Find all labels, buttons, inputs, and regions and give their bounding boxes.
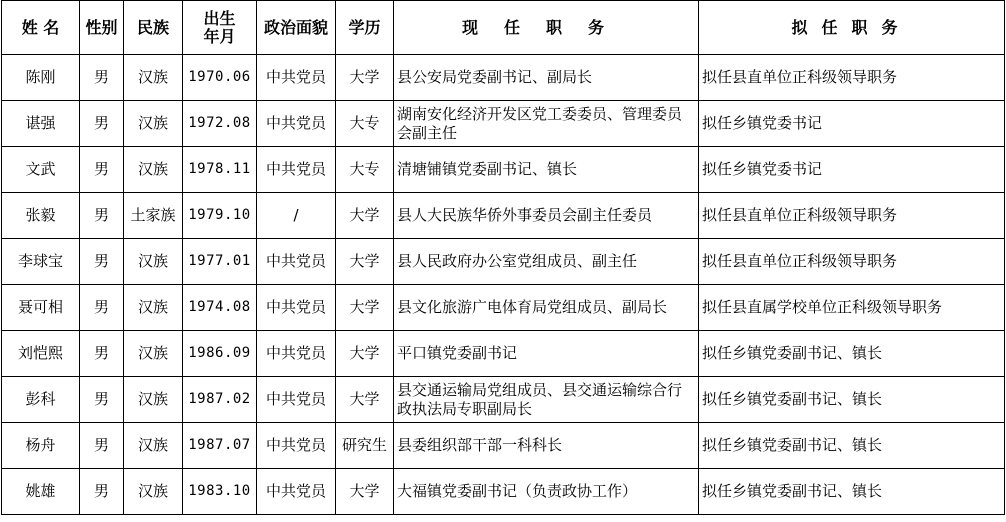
cell-current-position: 县人民政府办公室党组成员、副主任 [394, 239, 699, 285]
cell-proposed-position: 拟任乡镇党委副书记、镇长 [699, 423, 1005, 469]
cell-current-position: 大福镇党委副书记（负责政协工作） [394, 469, 699, 515]
cell-political-status: / [257, 193, 336, 239]
cell-birth: 1986.09 [183, 331, 257, 377]
cell-gender: 男 [80, 423, 124, 469]
cell-gender: 男 [80, 239, 124, 285]
cell-political-status: 中共党员 [257, 469, 336, 515]
cell-proposed-position: 拟任乡镇党委副书记、镇长 [699, 377, 1005, 423]
cell-current-position: 湖南安化经济开发区党工委委员、管理委员会副主任 [394, 101, 699, 147]
cell-birth: 1983.10 [183, 469, 257, 515]
cell-current-position: 县人大民族华侨外事委员会副主任委员 [394, 193, 699, 239]
cell-education: 大专 [336, 101, 394, 147]
cell-gender: 男 [80, 285, 124, 331]
header-political-status: 政治面貌 [257, 1, 336, 55]
cell-gender: 男 [80, 331, 124, 377]
cell-ethnicity: 汉族 [124, 377, 183, 423]
cell-education: 大学 [336, 469, 394, 515]
cell-birth: 1977.01 [183, 239, 257, 285]
cell-political-status: 中共党员 [257, 285, 336, 331]
header-birth-line2: 年月 [203, 26, 236, 46]
header-name: 姓 名 [2, 1, 80, 55]
cell-name: 文武 [2, 147, 80, 193]
cell-gender: 男 [80, 101, 124, 147]
cell-name: 陈刚 [2, 55, 80, 101]
table-row [2, 55, 1005, 101]
cell-birth: 1970.06 [183, 55, 257, 101]
cell-political-status: 中共党员 [257, 331, 336, 377]
cell-current-position: 县委组织部干部一科科长 [394, 423, 699, 469]
cell-birth: 1987.02 [183, 377, 257, 423]
table-row [2, 101, 1005, 147]
table-row [2, 331, 1005, 377]
cell-political-status: 中共党员 [257, 423, 336, 469]
cell-ethnicity: 汉族 [124, 285, 183, 331]
cell-birth: 1974.08 [183, 285, 257, 331]
cell-ethnicity: 汉族 [124, 55, 183, 101]
cell-birth: 1972.08 [183, 101, 257, 147]
header-gender: 性别 [80, 1, 124, 55]
header-birth-line1: 出生 [203, 8, 236, 28]
cell-name: 聂可相 [2, 285, 80, 331]
table-row [2, 469, 1005, 515]
table-row [2, 193, 1005, 239]
cell-political-status: 中共党员 [257, 239, 336, 285]
cell-name: 杨舟 [2, 423, 80, 469]
appointment-table [1, 0, 1005, 515]
header-birth [183, 1, 257, 55]
cell-name: 李球宝 [2, 239, 80, 285]
cell-proposed-position: 拟任县直单位正科级领导职务 [699, 193, 1005, 239]
cell-education: 大专 [336, 147, 394, 193]
cell-birth: 1978.11 [183, 147, 257, 193]
cell-name: 张毅 [2, 193, 80, 239]
cell-proposed-position: 拟任乡镇党委副书记、镇长 [699, 331, 1005, 377]
cell-proposed-position: 拟任县直属学校单位正科级领导职务 [699, 285, 1005, 331]
header-education: 学历 [336, 1, 394, 55]
cell-education: 大学 [336, 193, 394, 239]
cell-political-status: 中共党员 [257, 377, 336, 423]
cell-current-position: 县交通运输局党组成员、县交通运输综合行政执法局专职副局长 [394, 377, 699, 423]
cell-education: 大学 [336, 377, 394, 423]
cell-political-status: 中共党员 [257, 101, 336, 147]
cell-gender: 男 [80, 193, 124, 239]
cell-proposed-position: 拟任县直单位正科级领导职务 [699, 55, 1005, 101]
cell-ethnicity: 汉族 [124, 101, 183, 147]
table-row [2, 285, 1005, 331]
cell-education: 大学 [336, 331, 394, 377]
header-ethnicity: 民族 [124, 1, 183, 55]
cell-current-position: 清塘铺镇党委副书记、镇长 [394, 147, 699, 193]
cell-gender: 男 [80, 469, 124, 515]
header-row [2, 1, 1005, 55]
cell-proposed-position: 拟任乡镇党委书记 [699, 147, 1005, 193]
table-row [2, 377, 1005, 423]
cell-birth: 1979.10 [183, 193, 257, 239]
cell-ethnicity: 土家族 [124, 193, 183, 239]
cell-name: 姚雄 [2, 469, 80, 515]
cell-political-status: 中共党员 [257, 55, 336, 101]
cell-ethnicity: 汉族 [124, 331, 183, 377]
cell-proposed-position: 拟任乡镇党委书记 [699, 101, 1005, 147]
cell-gender: 男 [80, 147, 124, 193]
cell-name: 彭科 [2, 377, 80, 423]
cell-education: 大学 [336, 285, 394, 331]
cell-ethnicity: 汉族 [124, 423, 183, 469]
cell-ethnicity: 汉族 [124, 147, 183, 193]
cell-current-position: 县文化旅游广电体育局党组成员、副局长 [394, 285, 699, 331]
cell-birth: 1987.07 [183, 423, 257, 469]
table-row [2, 423, 1005, 469]
cell-education: 研究生 [336, 423, 394, 469]
cell-proposed-position: 拟任乡镇党委副书记、镇长 [699, 469, 1005, 515]
table-row [2, 147, 1005, 193]
cell-current-position: 县公安局党委副书记、副局长 [394, 55, 699, 101]
header-proposed-position: 拟任职务 [699, 1, 1005, 55]
table-row [2, 239, 1005, 285]
cell-political-status: 中共党员 [257, 147, 336, 193]
cell-current-position: 平口镇党委副书记 [394, 331, 699, 377]
cell-education: 大学 [336, 55, 394, 101]
cell-gender: 男 [80, 377, 124, 423]
cell-gender: 男 [80, 55, 124, 101]
cell-education: 大学 [336, 239, 394, 285]
cell-ethnicity: 汉族 [124, 239, 183, 285]
cell-ethnicity: 汉族 [124, 469, 183, 515]
header-current-position: 现任职务 [394, 1, 699, 55]
cell-name: 刘恺熙 [2, 331, 80, 377]
cell-name: 谌强 [2, 101, 80, 147]
cell-proposed-position: 拟任县直单位正科级领导职务 [699, 239, 1005, 285]
